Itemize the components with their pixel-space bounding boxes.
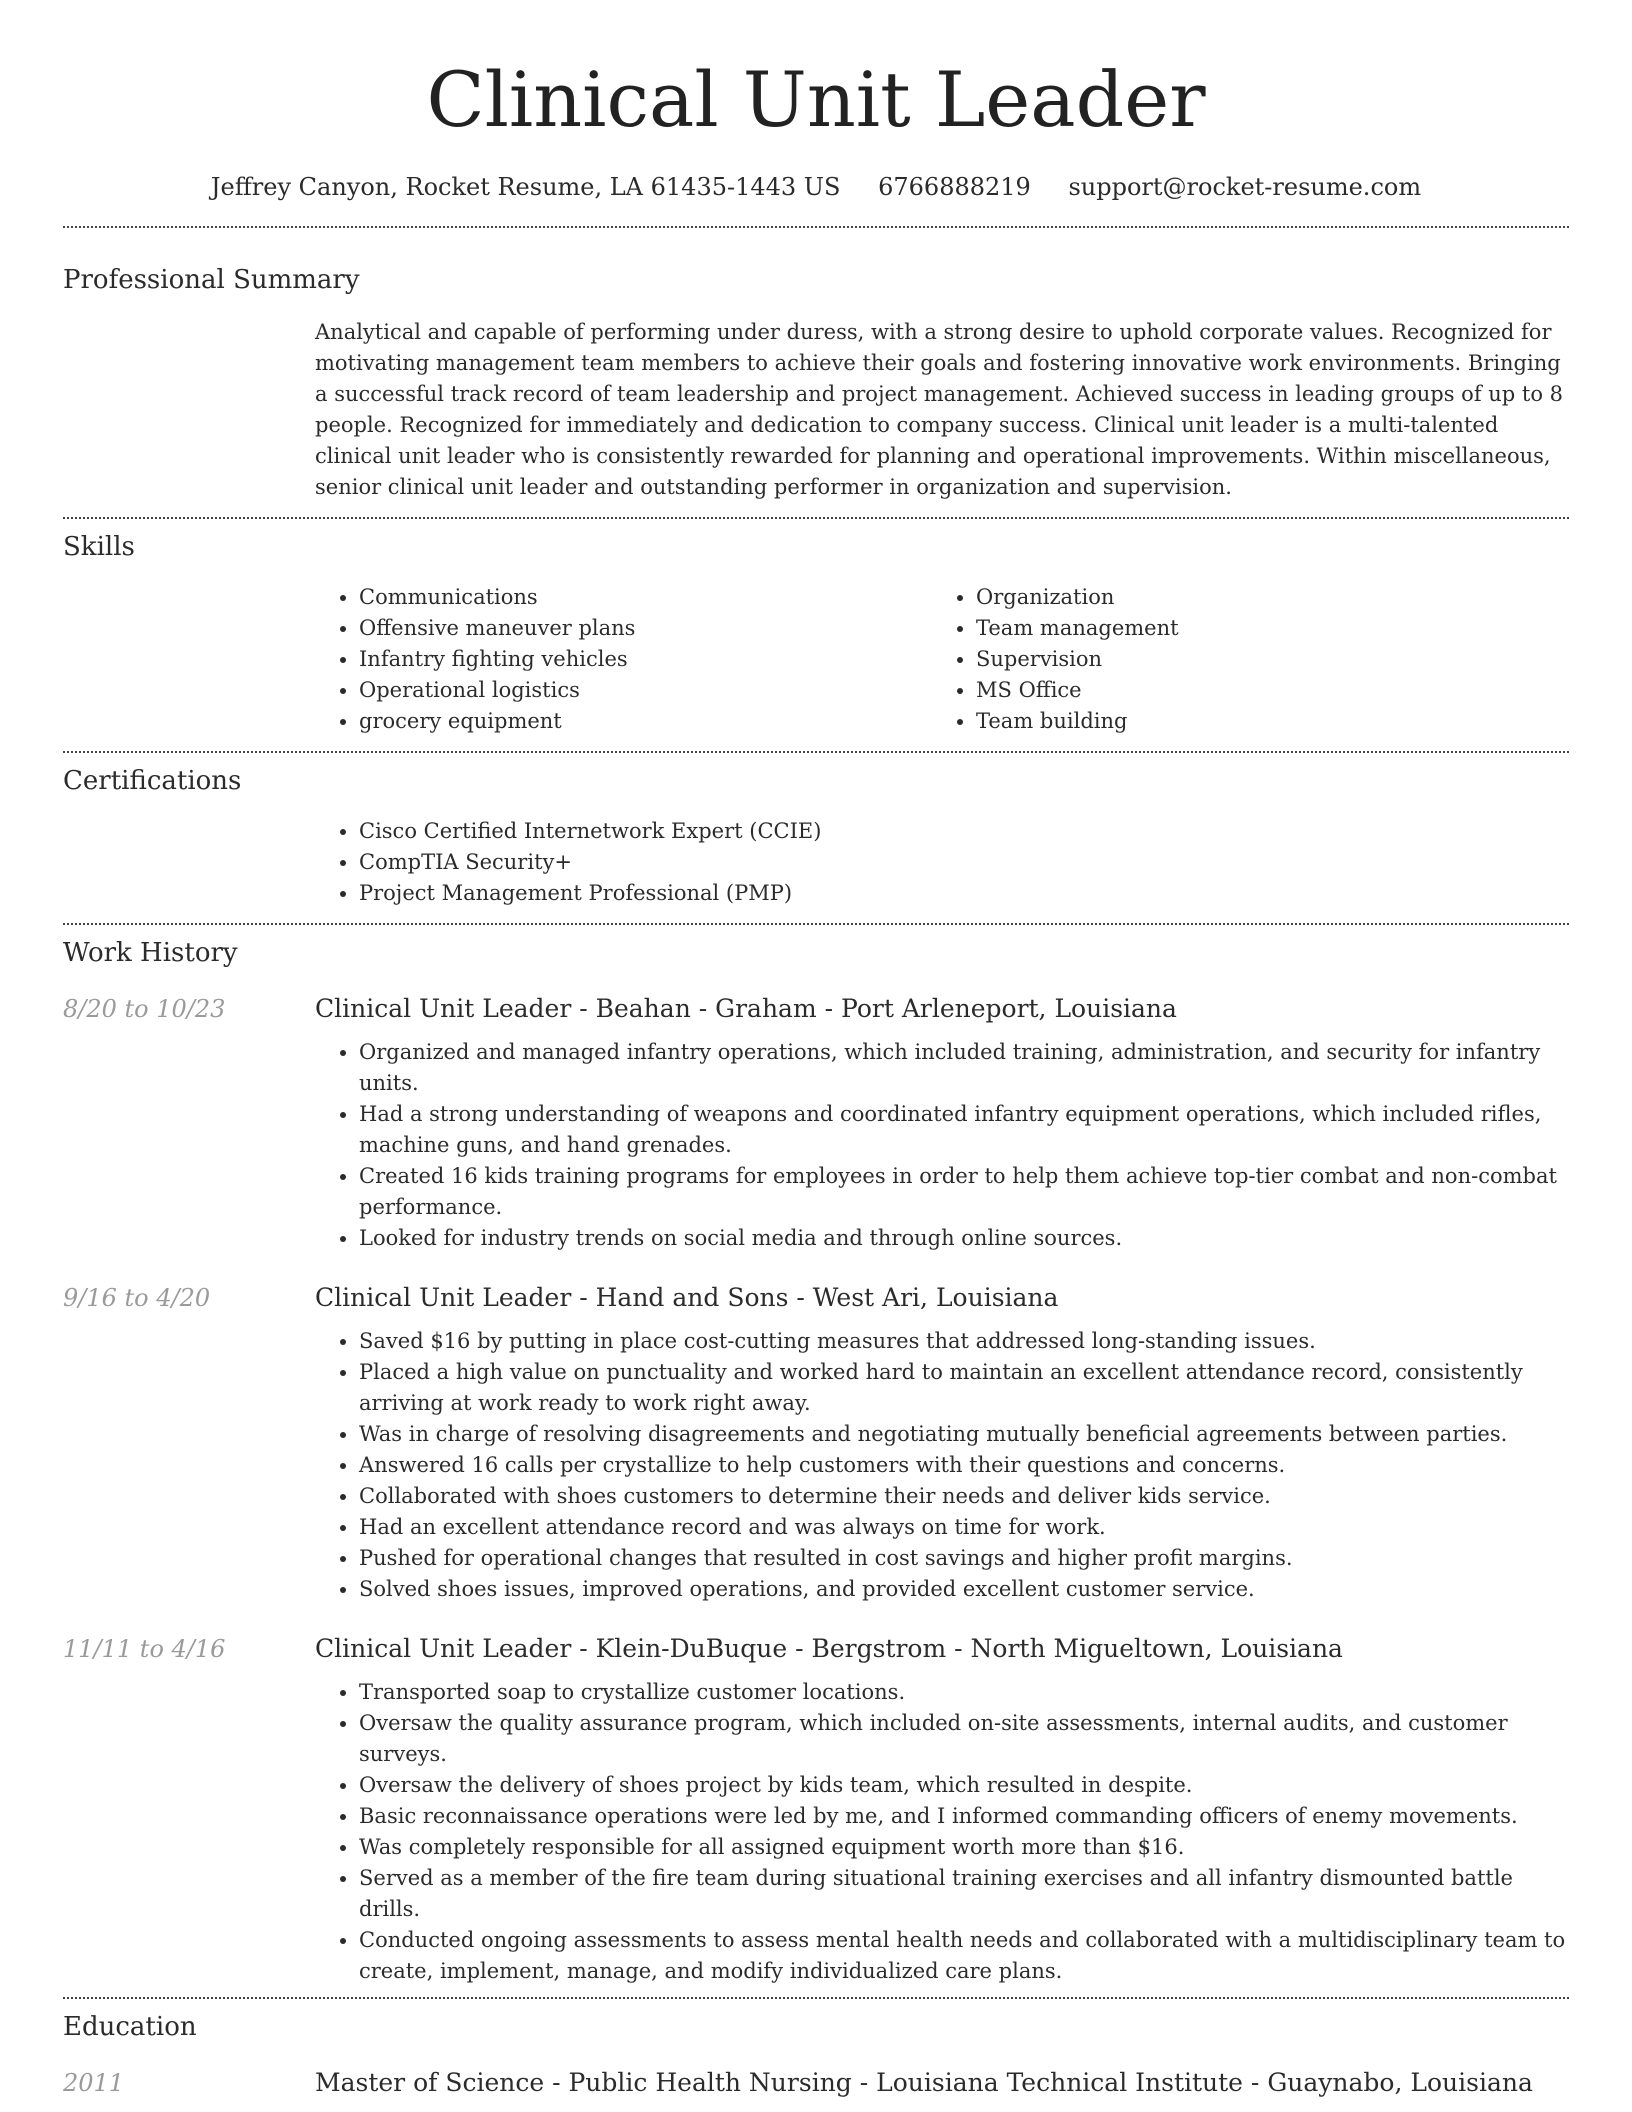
skills-column-right	[932, 582, 1549, 737]
job-bullet: • Looked for industry trends on social media and through online sources.	[359, 1223, 1569, 1254]
education-title: Master of Science - Public Health Nursing - Louisiana Technical Institute - Guaynabo, Louisiana	[315, 2068, 1533, 2097]
contact-line	[63, 170, 1569, 204]
job-bullet: • Conducted ongoing assessments to assess mental health needs and collaborated with a multidisciplinary team to create, implement, manage, and modify individualized care plans.	[359, 1925, 1569, 1987]
job-dates: 9/16 to 4/20	[63, 1284, 211, 1312]
skill-item: • MS Office	[976, 675, 1549, 706]
skills-column-left	[315, 582, 932, 737]
certifications-section	[63, 753, 1569, 923]
skill-item: • Offensive maneuver plans	[359, 613, 932, 644]
skill-item: • grocery equipment	[359, 706, 932, 737]
job-bullet: • Was in charge of resolving disagreements and negotiating mutually beneficial agreements between parties.	[359, 1419, 1569, 1450]
skill-item: • Operational logistics	[359, 675, 932, 706]
certification-item: • Cisco Certified Internetwork Expert (CCIE)	[359, 816, 1569, 847]
skill-item: • Organization	[976, 582, 1549, 613]
contact-phone: 6766888219	[878, 173, 1031, 201]
candidate-name: Clinical Unit Leader	[426, 55, 1206, 144]
section-title-summary: Professional Summary	[63, 265, 360, 295]
education-dates: 2011	[63, 2069, 125, 2097]
skill-item: • Infantry fighting vehicles	[359, 644, 932, 675]
summary-section	[63, 228, 1569, 517]
job-bullet: • Oversaw the delivery of shoes project by kids team, which resulted in despite.	[359, 1770, 1569, 1801]
resume-header	[63, 0, 1569, 204]
job-entry	[63, 1631, 1569, 1987]
job-entry	[63, 1280, 1569, 1605]
skills-section	[63, 519, 1569, 751]
section-title-skills: Skills	[63, 532, 135, 562]
job-bullet: • Placed a high value on punctuality and worked hard to maintain an excellent attendance record, consistently arriving at work ready to work right away.	[359, 1357, 1569, 1419]
job-bullet: • Oversaw the quality assurance program, which included on-site assessments, internal audits, and customer surveys.	[359, 1708, 1569, 1770]
job-entry	[63, 991, 1569, 1254]
certification-item: • Project Management Professional (PMP)	[359, 878, 1569, 909]
section-title-education: Education	[63, 2012, 197, 2042]
skill-item: • Supervision	[976, 644, 1549, 675]
job-bullet: • Basic reconnaissance operations were led by me, and I informed commanding officers of enemy movements.	[359, 1801, 1569, 1832]
section-title-work-history: Work History	[63, 938, 238, 968]
job-dates: 11/11 to 4/16	[63, 1635, 226, 1663]
job-title: Clinical Unit Leader - Beahan - Graham - Port Arleneport, Louisiana	[315, 994, 1177, 1023]
job-bullet: • Solved shoes issues, improved operations, and provided excellent customer service.	[359, 1574, 1569, 1605]
summary-text: Analytical and capable of performing under duress, with a strong desire to uphold corporate values. Recognized for motivating management team members to achieve their goals and fostering innovative work environments. Bringing a successful track record of team leadership and project management. Achieved success in leading groups of up to 8 people. Recognized for immediately and dedication to company success. Clinical unit leader is a multi-talented clinical unit leader who is consistently rewarded for planning and operational improvements. Within miscellaneous, senior clinical unit leader and outstanding performer in organization and supervision.	[315, 320, 1564, 499]
work-history-section	[63, 925, 1569, 1997]
job-bullet: • Had an excellent attendance record and was always on time for work.	[359, 1512, 1569, 1543]
job-bullet: • Had a strong understanding of weapons and coordinated infantry equipment operations, which included rifles, machine guns, and hand grenades.	[359, 1099, 1569, 1161]
job-bullet: • Created 16 kids training programs for employees in order to help them achieve top-tier combat and non-combat performance.	[359, 1161, 1569, 1223]
job-dates: 8/20 to 10/23	[63, 995, 226, 1023]
job-bullet: • Answered 16 calls per crystallize to help customers with their questions and concerns.	[359, 1450, 1569, 1481]
education-section	[63, 1999, 1569, 2101]
section-title-certifications: Certifications	[63, 766, 242, 796]
job-title: Clinical Unit Leader - Hand and Sons - West Ari, Louisiana	[315, 1283, 1059, 1312]
education-entry	[63, 2065, 1569, 2101]
contact-address: Jeffrey Canyon, Rocket Resume, LA 61435-1443 US	[210, 173, 841, 201]
skill-item: • Team management	[976, 613, 1549, 644]
job-bullet: • Saved $16 by putting in place cost-cutting measures that addressed long-standing issues.	[359, 1326, 1569, 1357]
job-bullet: • Organized and managed infantry operations, which included training, administration, and security for infantry units.	[359, 1037, 1569, 1099]
skill-item: • Team building	[976, 706, 1549, 737]
skill-item: • Communications	[359, 582, 932, 613]
contact-email: support@rocket-resume.com	[1068, 173, 1422, 201]
certification-item: • CompTIA Security+	[359, 847, 1569, 878]
job-bullet: • Transported soap to crystallize customer locations.	[359, 1677, 1569, 1708]
job-bullet: • Collaborated with shoes customers to determine their needs and deliver kids service.	[359, 1481, 1569, 1512]
job-bullet: • Pushed for operational changes that resulted in cost savings and higher profit margins.	[359, 1543, 1569, 1574]
job-bullet: • Served as a member of the fire team during situational training exercises and all infantry dismounted battle drills.	[359, 1863, 1569, 1925]
job-bullet: • Was completely responsible for all assigned equipment worth more than $16.	[359, 1832, 1569, 1863]
job-title: Clinical Unit Leader - Klein-DuBuque - Bergstrom - North Migueltown, Louisiana	[315, 1634, 1343, 1663]
